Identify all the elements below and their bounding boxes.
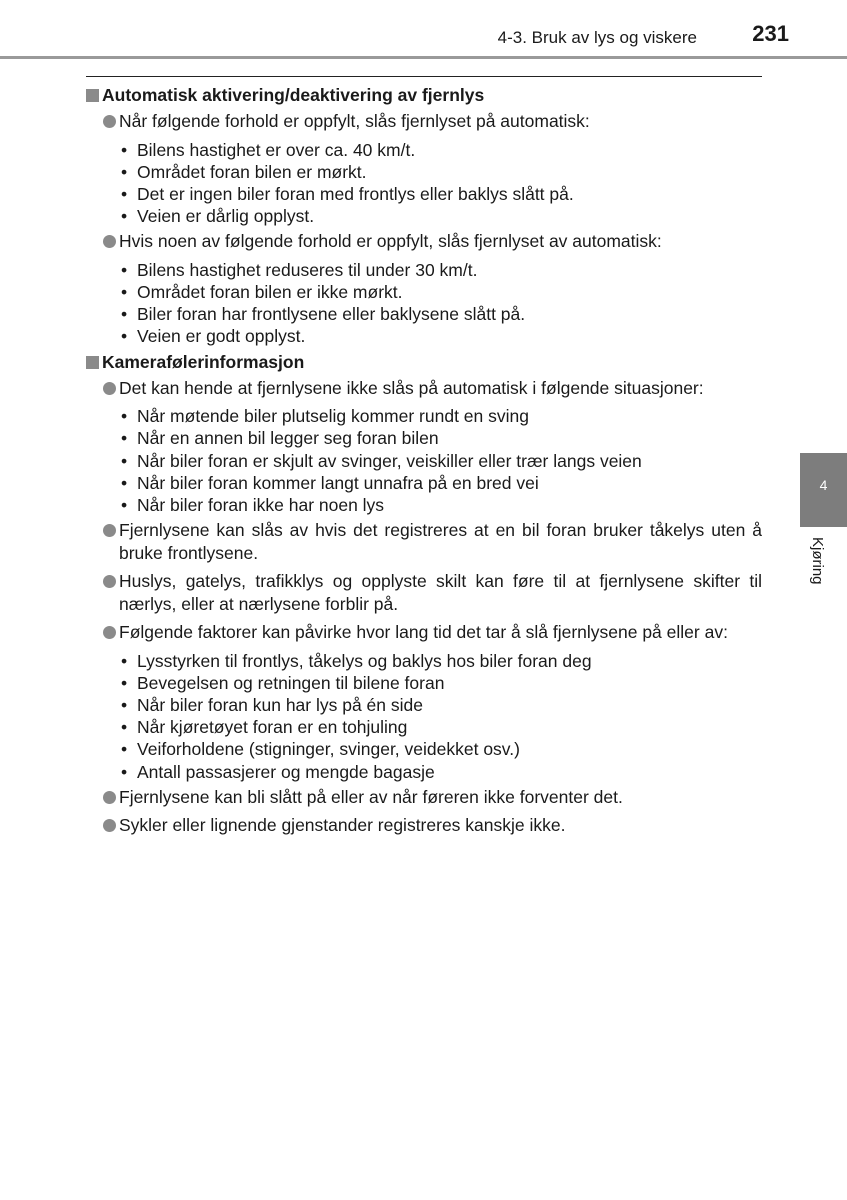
list-item: • Veien er dårlig opplyst. <box>119 205 762 227</box>
paragraph-text: Sykler eller lignende gjenstander registreres kanskje ikke. <box>119 815 566 836</box>
paragraph <box>86 519 762 564</box>
bullet-list <box>86 650 762 783</box>
list-item: • Når biler foran kun har lys på én side <box>119 694 762 716</box>
section-divider <box>86 76 762 77</box>
section-heading <box>86 351 762 373</box>
paragraph-text: Fjernlysene kan slås av hvis det registreres at en bil foran bruker tåkelys uten å bruke frontlysene. <box>119 520 762 563</box>
round-bullet-icon <box>103 235 116 248</box>
round-bullet-icon <box>103 524 116 537</box>
page-number: 231 <box>752 21 789 46</box>
list-item: • Når en annen bil legger seg foran bilen <box>119 427 762 449</box>
square-bullet-icon <box>86 356 99 369</box>
chapter-header: 4-3. Bruk av lys og viskere <box>497 28 697 47</box>
paragraph <box>86 621 762 644</box>
paragraph <box>86 786 762 809</box>
list-item: • Lysstyrken til frontlys, tåkelys og baklys hos biler foran deg <box>119 650 762 672</box>
section-heading <box>86 84 762 106</box>
list-item: • Biler foran har frontlysene eller baklysene slått på. <box>119 303 762 325</box>
list-item: • Når kjøretøyet foran er en tohjuling <box>119 716 762 738</box>
list-item: • Når biler foran kommer langt unnafra på en bred vei <box>119 472 762 494</box>
paragraph <box>86 230 762 253</box>
bullet-list <box>86 139 762 228</box>
list-item: • Når møtende biler plutselig kommer rundt en sving <box>119 405 762 427</box>
paragraph-text: Huslys, gatelys, trafikklys og opplyste skilt kan føre til at fjernlysene skifter til nærlys, eller at nærlysene forblir på. <box>119 571 762 614</box>
round-bullet-icon <box>103 819 116 832</box>
square-bullet-icon <box>86 89 99 102</box>
list-item: • Når biler foran ikke har noen lys <box>119 494 762 516</box>
header-rule <box>0 56 847 59</box>
bullet-list <box>86 405 762 516</box>
round-bullet-icon <box>103 626 116 639</box>
paragraph-text: Når følgende forhold er oppfylt, slås fjernlyset på automatisk: <box>119 111 590 131</box>
list-item: • Bilens hastighet er over ca. 40 km/t. <box>119 139 762 161</box>
section-title: Automatisk aktivering/deaktivering av fjernlys <box>102 85 485 105</box>
list-item: • Bevegelsen og retningen til bilene foran <box>119 672 762 694</box>
round-bullet-icon <box>103 115 116 128</box>
paragraph <box>86 570 762 615</box>
chapter-tab-label: Kjøring <box>809 537 826 585</box>
paragraph-text: Følgende faktorer kan påvirke hvor lang tid det tar å slå fjernlysene på eller av: <box>119 622 728 643</box>
round-bullet-icon <box>103 791 116 804</box>
paragraph <box>86 110 762 133</box>
bullet-list <box>86 259 762 348</box>
chapter-tab[interactable]: 4 <box>800 453 847 527</box>
list-item: • Antall passasjerer og mengde bagasje <box>119 761 762 783</box>
list-item: • Det er ingen biler foran med frontlys eller baklys slått på. <box>119 183 762 205</box>
round-bullet-icon <box>103 382 116 395</box>
list-item: • Bilens hastighet reduseres til under 30 km/t. <box>119 259 762 281</box>
section-title: Kamerafølerinformasjon <box>102 351 305 372</box>
list-item: • Veiforholdene (stigninger, svinger, veidekket osv.) <box>119 738 762 760</box>
paragraph <box>86 814 762 837</box>
list-item: • Når biler foran er skjult av svinger, veiskiller eller trær langs veien <box>119 450 762 472</box>
paragraph-text: Hvis noen av følgende forhold er oppfylt, slås fjernlyset av automatisk: <box>119 231 662 252</box>
paragraph <box>86 377 762 400</box>
list-item: • Området foran bilen er mørkt. <box>119 161 762 183</box>
list-item: • Området foran bilen er ikke mørkt. <box>119 281 762 303</box>
paragraph-text: Fjernlysene kan bli slått på eller av når føreren ikke forventer det. <box>119 786 623 807</box>
page-content <box>86 76 762 843</box>
list-item: • Veien er godt opplyst. <box>119 325 762 347</box>
paragraph-text: Det kan hende at fjernlysene ikke slås på automatisk i følgende situasjoner: <box>119 377 704 398</box>
round-bullet-icon <box>103 575 116 588</box>
